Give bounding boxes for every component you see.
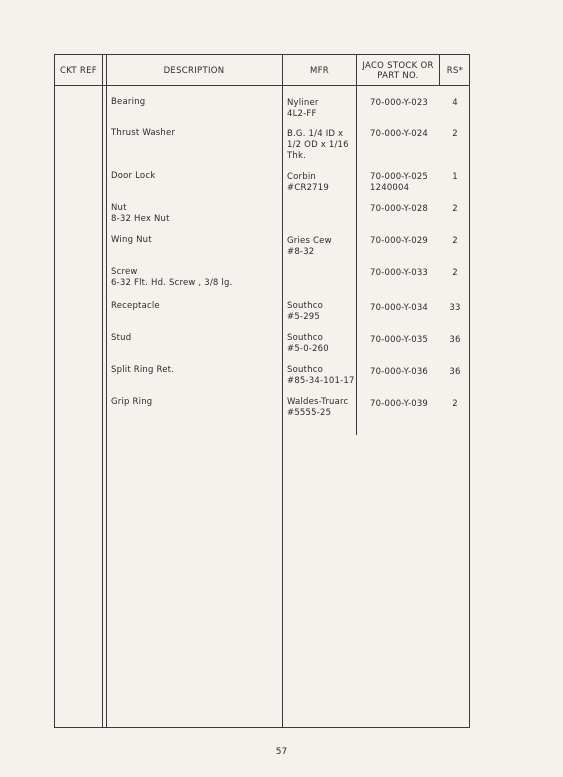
row-5-mfr: Gries Cew #8-32 bbox=[287, 236, 332, 257]
row-9-mfr: Southco #85-34-101-17 bbox=[287, 365, 355, 386]
row-2-rs: 2 bbox=[452, 129, 458, 139]
row-4-description: Nut 8-32 Hex Nut bbox=[111, 203, 170, 224]
row-4-rs: 2 bbox=[452, 204, 458, 214]
header-jaco-line2: PART NO. bbox=[377, 70, 419, 81]
row-7-mfr: Southco #5-295 bbox=[287, 301, 323, 322]
row-3-mfr: Corbin #CR2719 bbox=[287, 172, 329, 193]
row-10-description: Grip Ring bbox=[111, 397, 153, 407]
column-divider-description bbox=[282, 55, 283, 727]
row-1-mfr: Nyliner 4L2-FF bbox=[287, 98, 319, 119]
row-7-description: Receptacle bbox=[111, 301, 160, 311]
column-divider-ckt-ref bbox=[102, 55, 103, 727]
row-9-part-no: 70-000-Y-036 bbox=[370, 367, 429, 377]
row-4-part-no: 70-000-Y-028 bbox=[370, 204, 429, 214]
row-1-rs: 4 bbox=[452, 98, 458, 108]
row-1-part-no: 70-000-Y-023 bbox=[370, 98, 429, 108]
row-6-part-no: 70-000-Y-033 bbox=[370, 268, 429, 278]
row-7-rs: 33 bbox=[449, 303, 461, 313]
row-8-description: Stud bbox=[111, 333, 132, 343]
page-number: 57 bbox=[275, 747, 288, 757]
row-5-rs: 2 bbox=[452, 236, 458, 246]
row-8-mfr: Southco #5-0-260 bbox=[287, 333, 329, 354]
row-5-part-no: 70-000-Y-029 bbox=[370, 236, 429, 246]
row-7-part-no: 70-000-Y-034 bbox=[370, 303, 429, 313]
row-8-rs: 36 bbox=[449, 335, 461, 345]
row-10-mfr: Waldes-Truarc #5555-25 bbox=[287, 397, 349, 418]
header-mfr: MFR bbox=[309, 65, 330, 76]
row-9-rs: 36 bbox=[449, 367, 461, 377]
row-10-part-no: 70-000-Y-039 bbox=[370, 399, 429, 409]
column-divider-mfr bbox=[356, 55, 357, 435]
row-9-description: Split Ring Ret. bbox=[111, 365, 175, 375]
column-divider-ckt-ref-double bbox=[106, 55, 107, 727]
row-2-description: Thrust Washer bbox=[111, 128, 176, 138]
row-5-description: Wing Nut bbox=[111, 235, 152, 245]
header-ckt-ref: CKT REF bbox=[59, 65, 97, 76]
row-3-part-no: 70-000-Y-025 1240004 bbox=[370, 172, 429, 193]
row-8-part-no: 70-000-Y-035 bbox=[370, 335, 429, 345]
header-description: DESCRIPTION bbox=[163, 65, 225, 76]
header-rs: RS* bbox=[446, 65, 464, 76]
row-1-description: Bearing bbox=[111, 97, 146, 107]
header-jaco-part-no bbox=[357, 55, 439, 86]
header-jaco-line1: JACO STOCK OR bbox=[362, 60, 434, 71]
row-10-rs: 2 bbox=[452, 399, 458, 409]
parts-table bbox=[54, 54, 470, 728]
row-3-rs: 1 bbox=[452, 172, 458, 182]
row-2-mfr: B.G. 1/4 ID x 1/2 OD x 1/16 Thk. bbox=[287, 129, 349, 161]
row-6-description: Screw 6-32 Flt. Hd. Screw , 3/8 lg. bbox=[111, 267, 233, 288]
row-3-description: Door Lock bbox=[111, 171, 156, 181]
row-2-part-no: 70-000-Y-024 bbox=[370, 129, 429, 139]
row-6-rs: 2 bbox=[452, 268, 458, 278]
